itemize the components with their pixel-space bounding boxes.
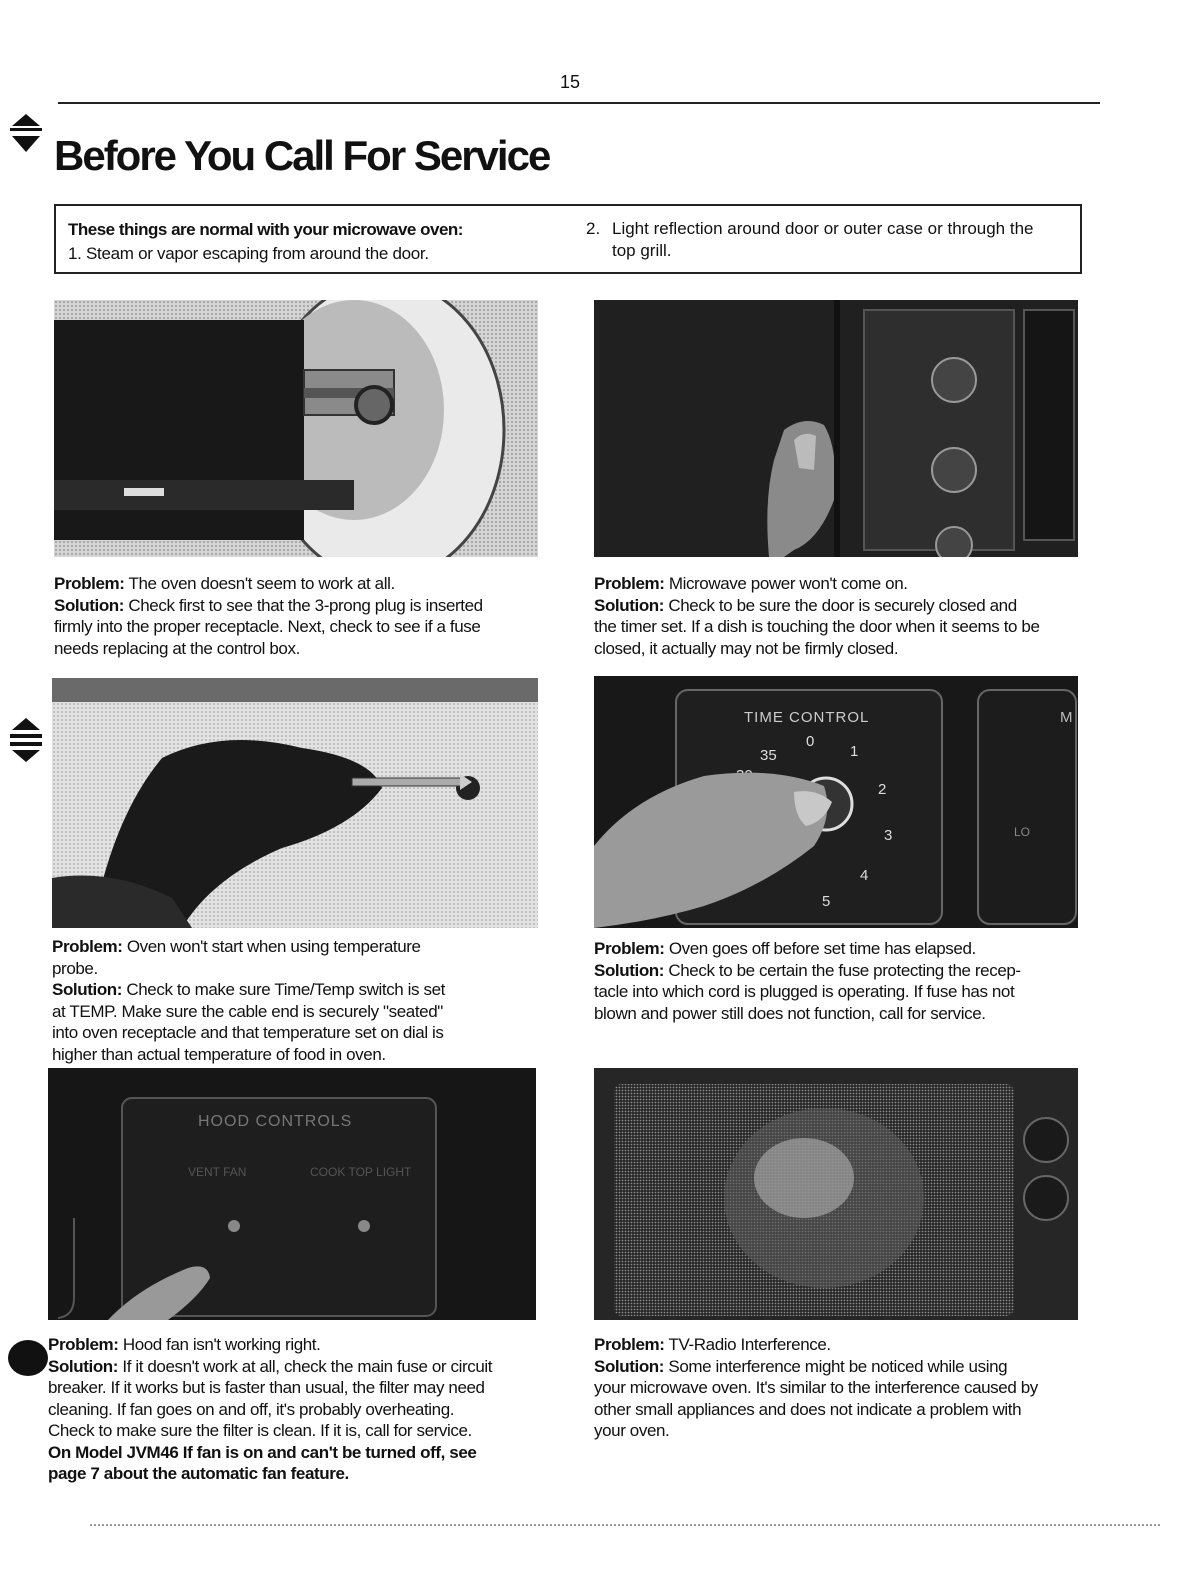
- problem-block-4: Problem: Oven goes off before set time has elapsed. Solution: Check to be certain the fuse protecting the recep- tacle into which cord is plugged is operating. If fuse has not blown and power still does not function, call for service.: [594, 939, 1021, 1023]
- photo-hood-controls: [48, 1068, 536, 1320]
- page-title: Before You Call For Service: [54, 132, 550, 179]
- dial-number: 35: [760, 747, 777, 764]
- model-note: On Model JVM46 If fan is on and can't be turned off, see: [48, 1442, 477, 1462]
- margin-arrow-icon: [6, 112, 46, 156]
- problem-block-1: Problem: The oven doesn't seem to work at all. Solution: Check first to see that the 3-prong plug is inserted firmly into the proper receptacle. Next, check to see if a fuse needs replacing at the control box.: [54, 574, 483, 658]
- dial-number: 2: [878, 781, 887, 798]
- problem-block-3: Problem: Oven won't start when using temperature probe. Solution: Check to make sure Time/Temp switch is set at TEMP. Make sure the cable end is securely "seated" into oven receptacle and that temperature set on dial is higher than actual temperature of food in oven.: [52, 937, 445, 1064]
- dial-number: 1: [850, 743, 859, 760]
- dial-number: 3: [884, 827, 893, 844]
- hood-controls-title: HOOD CONTROLS: [198, 1113, 353, 1130]
- dial-number: 0: [806, 733, 815, 750]
- photo-plug: [54, 300, 538, 557]
- margin-arrow-icon: [6, 716, 46, 766]
- problem-block-5: Problem: Hood fan isn't working right. Solution: If it doesn't work at all, check the main fuse or circuit breaker. If it works but is faster than usual, the filter may need cleaning. If fan goes on and off, it's probably overheating. Check to make sure the filter is clean. If it is, call for service. On Model JVM46 If fan is on and can't be turned off, see page 7 about the automatic fan feature.: [48, 1334, 536, 1485]
- model-note: page 7 about the automatic fan feature.: [48, 1464, 349, 1483]
- normal-item-1: 1. Steam or vapor escaping from around the door.: [68, 244, 429, 263]
- side-panel-letter: M: [1060, 709, 1073, 726]
- normal-conditions-box: [54, 204, 1082, 274]
- bottom-scan-artifact: [90, 1524, 1160, 1528]
- cook-top-light-label: COOK TOP LIGHT: [310, 1165, 412, 1179]
- problem-block-6: Problem: TV-Radio Interference. Solution: Some interference might be noticed while using your microwave oven. It's similar to the interference caused by other small appliances and does not indicate a problem with your oven.: [594, 1335, 1038, 1440]
- dial-number: 4: [860, 867, 869, 884]
- photo-door-timer: [594, 300, 1078, 557]
- time-control-title: TIME CONTROL: [744, 709, 870, 726]
- photo-time-control: [594, 676, 1078, 928]
- photo-tv-interference: [594, 1068, 1078, 1320]
- normal-box-title: These things are normal with your microwave oven:: [68, 220, 463, 239]
- top-rule: [58, 102, 1100, 104]
- margin-blot-icon: [4, 1334, 54, 1384]
- side-panel-text: LO: [1014, 825, 1031, 839]
- dial-number: 5: [822, 893, 831, 910]
- problem-block-2: Problem: Microwave power won't come on. Solution: Check to be sure the door is securely closed and the timer set. If a dish is touching the door when it seems to be closed, it actually may not be firmly closed.: [594, 574, 1040, 658]
- normal-item-2: 2. Light reflection around door or outer case or through the top grill.: [586, 219, 1034, 260]
- photo-temperature-probe: [52, 678, 538, 928]
- vent-fan-label: VENT FAN: [188, 1165, 247, 1179]
- page-number: 15: [560, 72, 581, 92]
